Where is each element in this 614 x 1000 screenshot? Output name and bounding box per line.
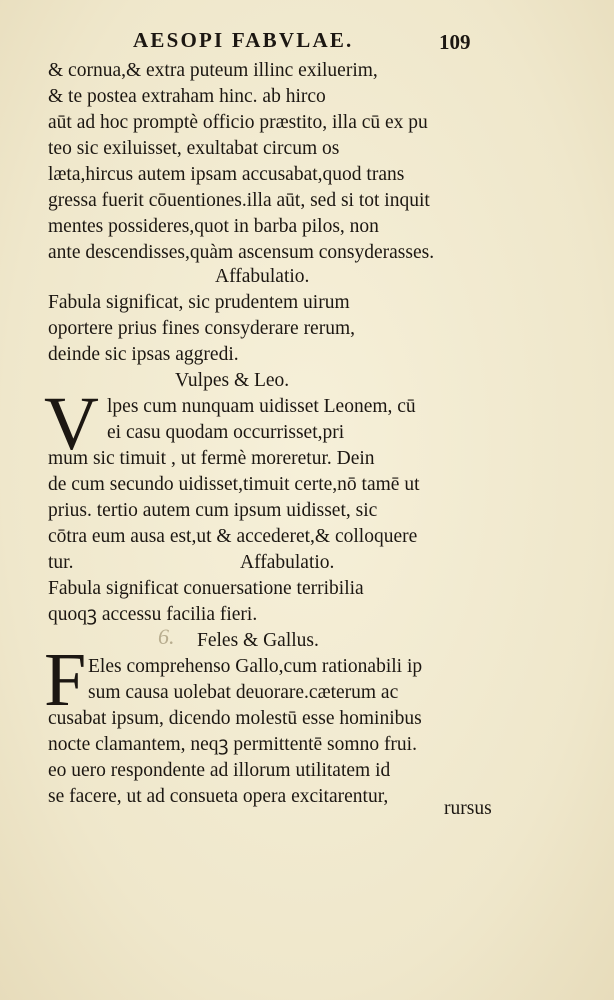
text-line: aūt ad hoc promptè officio præstito, illa cū ex pu — [48, 112, 428, 133]
drop-cap: F — [44, 638, 87, 722]
drop-cap: V — [44, 382, 99, 466]
text-line: cōtra eum ausa est,ut & accederet,& colloquere — [48, 526, 418, 547]
section-heading: Affabulatio. — [215, 266, 310, 287]
text-line: prius. tertio autem cum ipsum uidisset, sic — [48, 500, 378, 521]
text-line: tur. — [48, 552, 74, 573]
text-line: mum sic timuit , ut fermè moreretur. Dein — [48, 448, 375, 469]
fable-title: Vulpes & Leo. — [175, 370, 290, 391]
catchword: rursus — [444, 798, 492, 819]
text-line: gressa fuerit cōuentiones.illa aūt, sed si tot inquit — [48, 190, 430, 211]
text-line: oportere prius fines consyderare rerum, — [48, 318, 356, 339]
text-line: teo sic exiluisset, exultabat circum os — [48, 138, 340, 159]
text-line: læta,hircus autem ipsam accusabat,quod trans — [48, 164, 405, 185]
text-line: quoqꝫ accessu facilia fieri. — [48, 604, 258, 625]
page-number: 109 — [439, 30, 471, 54]
text-line: Eles comprehenso Gallo,cum rationabili ip — [88, 656, 423, 677]
text-line: de cum secundo uidisset,timuit certe,nō tamē ut — [48, 474, 420, 495]
text-line: Fabula significat, sic prudentem uirum — [48, 292, 350, 313]
text-line: lpes cum nunquam uidisset Leonem, cū — [107, 396, 416, 417]
text-line: se facere, ut ad consueta opera excitarentur, — [48, 786, 389, 807]
text-line: sum causa uolebat deuorare.cæterum ac — [88, 682, 399, 703]
text-line: Fabula significat conuersatione terribilia — [48, 578, 364, 599]
running-title: AESOPI FABVLAE. — [133, 28, 354, 52]
text-line: nocte clamantem, neqꝫ permittentē somno frui. — [48, 734, 417, 755]
text-line: deinde sic ipsas aggredi. — [48, 344, 239, 365]
text-line: ante descendisses,quàm ascensum consyderasses. — [48, 242, 435, 263]
fable-title: Feles & Gallus. — [197, 630, 319, 651]
text-line: eo uero respondente ad illorum utilitatem id — [48, 760, 391, 781]
text-line: & te postea extraham hinc. ab hirco — [48, 86, 326, 107]
text-line: & cornua,& extra puteum illinc exiluerim, — [48, 60, 378, 81]
text-line: mentes possideres,quot in barba pilos, non — [48, 216, 379, 237]
marginal-note: 6. — [158, 624, 175, 649]
section-heading: Affabulatio. — [240, 552, 335, 573]
text-line: cusabat ipsum, dicendo molestū esse hominibus — [48, 708, 422, 729]
text-line: ei casu quodam occurrisset,pri — [107, 422, 345, 443]
page-header — [0, 28, 614, 56]
